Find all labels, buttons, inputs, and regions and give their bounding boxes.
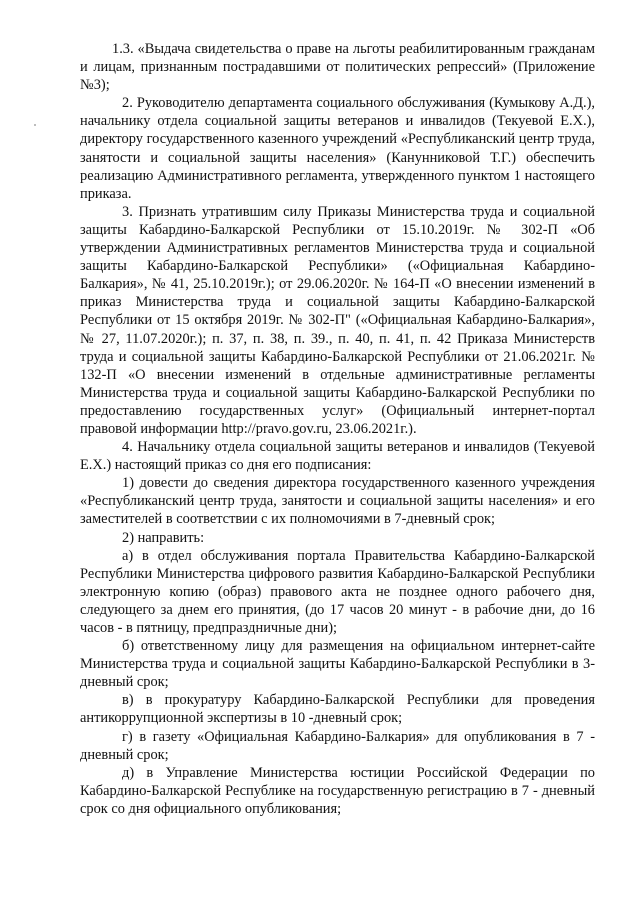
paragraph-g: г) в газету «Официальная Кабардино-Балкария» для опубликования в 7 - дневный срок; <box>80 728 595 763</box>
paragraph-v: в) в прокуратуру Кабардино-Балкарской Республики для проведения антикоррупционной экспертизы в 10 -дневный срок; <box>80 692 595 727</box>
scan-speck <box>34 124 36 126</box>
paragraph-d: д) в Управление Министерства юстиции Российской Федерации по Кабардино-Балкарской Республике на государственную регистрацию в 7 - дневный срок со дня официального опубликования; <box>80 764 595 817</box>
paragraph-4: 4. Начальнику отдела социальной защиты ветеранов и инвалидов (Текуевой Е.Х.) настоящий приказ со дня его подписания: <box>80 439 595 474</box>
paragraph-4-2: 2) направить: <box>122 529 205 546</box>
paragraph-a: а) в отдел обслуживания портала Правительства Кабардино-Балкарской Республики Министерства цифрового развития Кабардино-Балкарской Республики электронную копию (образ) правового акта не позднее одного рабочего дня, следующего за днем его принятия, (до 17 часов 20 минут - в рабочие дни, до 16 часов - в пятницу, предпраздничные дни); <box>80 547 595 636</box>
paragraph-b: б) ответственному лицу для размещения на официальном интернет-сайте Министерства труда и социальной защиты Кабардино-Балкарской Республики в 3-дневный срок; <box>80 638 595 691</box>
paragraph-2: 2. Руководителю департамента социального обслуживания (Кумыкову А.Д.), начальнику отдела социальной защиты ветеранов и инвалидов (Текуевой Е.Х.), директору государственного казенного учреждений «Республиканский центр труда, занятости и социальной защиты населения» (Канунниковой Т.Г.) обеспечить реализацию Административного регламента, утвержденного пунктом 1 настоящего приказа. <box>80 95 595 202</box>
paragraph-3: 3. Признать утратившим силу Приказы Министерства труда и социальной защиты Кабардино-Балкарской Республики от 15.10.2019г. № 302-П «Об утверждении Административных регламентов Министерства труда и социальной защиты Кабардино-Балкарской Республики» («Официальная Кабардино-Балкария», № 41, 25.10.2019г.); от 29.06.2020г. № 164-П «О внесении изменений в приказ Министерства труда и социальной защиты Кабардино-Балкарской Республики от 15 октября 2019г. № 302-П" («Официальная Кабардино-Балкария», № 27, 11.07.2020г.); п. 37, п. 38, п. 39., п. 40, п. 41, п. 42 Приказа Министерств труда и социальной защиты Кабардино-Балкарской Республики от 21.06.2021г. № 132-П «О внесении изменений в отдельные административные регламенты Министерства труда и социальной защиты Кабардино-Балкарской Республики по предоставлению государственных услуг» (Официальный интернет-портал правовой информации http://pravo.gov.ru, 23.06.2021г.). <box>80 203 595 437</box>
document-body <box>80 40 595 818</box>
paragraph-1-3: 1.3. «Выдача свидетельства о праве на льготы реабилитированным гражданам и лицам, признанным пострадавшими от политических репрессий» (Приложение №3); <box>80 41 595 94</box>
paragraph-4-1: 1) довести до сведения директора государственного казенного учреждения «Республиканский центр труда, занятости и социальной защиты населения» и его заместителей в соответствии с их полномочиями в 7-дневный срок; <box>80 475 595 528</box>
